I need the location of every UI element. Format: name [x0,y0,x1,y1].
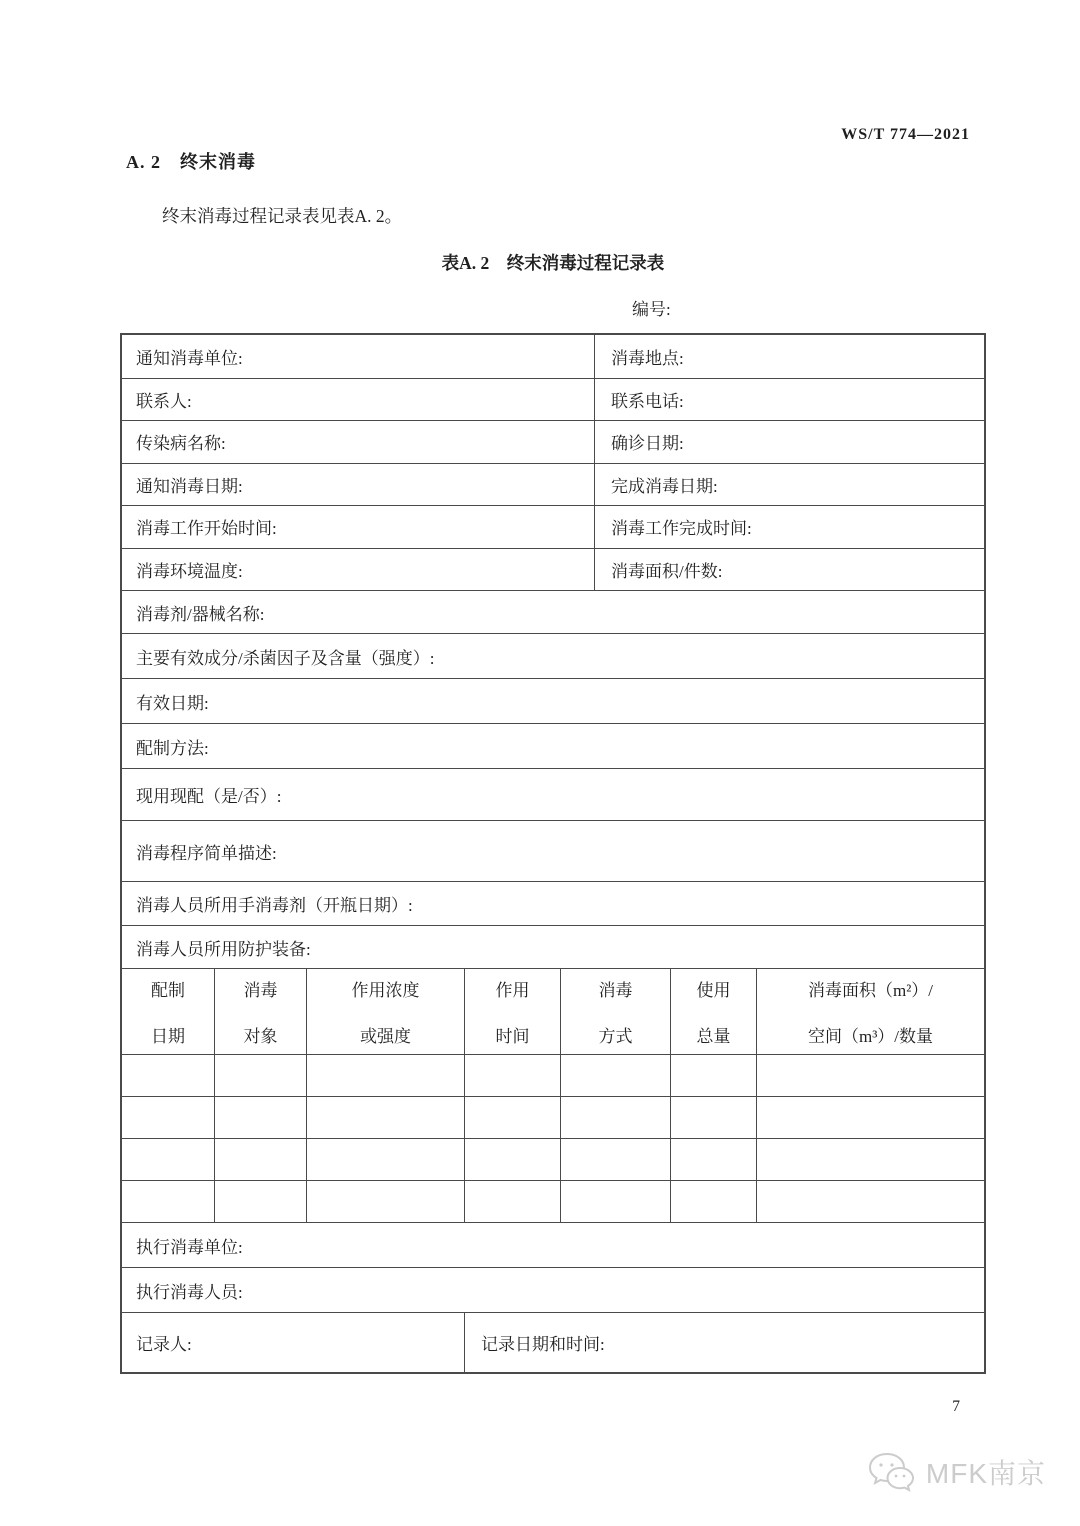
grid-empty-cell [464,1181,560,1222]
grid-empty-cell [560,1181,670,1222]
grid-empty-cell [670,1097,756,1138]
grid-empty-cell [464,1097,560,1138]
field-label-complete-date: 完成消毒日期: [594,464,984,506]
field-label-procedure-description: 消毒程序简单描述: [136,843,277,863]
field-label-recorder: 记录人: [136,1335,192,1354]
grid-header-method: 消毒 方式 [560,969,670,1054]
grid-empty-cell [122,1055,214,1096]
field-label-disinfectant-name: 消毒剂/器械名称: [136,604,265,624]
grid-empty-cell [756,1055,984,1096]
grid-empty-cell [306,1055,464,1096]
grid-empty-cell [122,1181,214,1222]
form-row-procedure-description [122,820,984,881]
form-row-notify-unit [122,335,984,378]
grid-empty-cell [756,1097,984,1138]
field-label-preparation-method: 配制方法: [136,738,209,758]
grid-empty-cell [306,1181,464,1222]
intro-paragraph: 终末消毒过程记录表见表A. 2。 [162,206,403,226]
grid-header-prep-date: 配制 日期 [151,981,185,1046]
field-label-finish-time: 消毒工作完成时间: [594,506,984,548]
form-row-protective-equipment [122,925,984,968]
grid-empty-row [122,1180,984,1222]
field-label-start-time: 消毒工作开始时间: [136,519,277,539]
grid-empty-cell [670,1055,756,1096]
record-form-table [120,333,986,1374]
grid-empty-cell [306,1139,464,1180]
table-caption: 表A. 2 终末消毒过程记录表 [441,253,665,273]
field-label-notify-unit: 通知消毒单位: [136,348,243,368]
form-row-executing-unit [122,1222,984,1267]
field-label-hand-disinfectant: 消毒人员所用手消毒剂（开瓶日期）: [136,896,413,915]
grid-empty-cell [122,1097,214,1138]
grid-empty-cell [214,1139,306,1180]
grid-empty-cell [464,1055,560,1096]
grid-empty-cell [756,1181,984,1222]
field-label-contact-person: 联系人: [136,391,192,411]
grid-empty-cell [464,1139,560,1180]
grid-empty-cell [756,1139,984,1180]
field-label-executing-personnel: 执行消毒人员: [136,1282,243,1302]
form-row-environment [122,548,984,591]
form-row-contact [122,378,984,421]
grid-empty-row [122,1138,984,1180]
field-label-active-ingredient: 主要有效成分/杀菌因子及含量（强度）: [136,648,435,668]
grid-header-area-volume: 消毒面积（m²）/ 空间（m³）/数量 [756,969,984,1054]
field-label-env-temperature: 消毒环境温度: [136,561,243,581]
form-row-fresh-preparation [122,768,984,820]
form-row-active-ingredient [122,633,984,678]
form-row-recorder [122,1312,984,1372]
grid-empty-cell [560,1139,670,1180]
field-label-area-count: 消毒面积/件数: [594,549,984,591]
field-label-valid-date: 有效日期: [136,693,209,713]
form-row-notify-date [122,463,984,506]
grid-header-row [122,968,984,1054]
grid-header-concentration: 作用浓度 或强度 [306,969,464,1054]
form-row-hand-disinfectant [122,881,984,925]
field-label-disinfect-place: 消毒地点: [594,335,984,378]
watermark-text: MFK南京 [925,1458,1046,1489]
field-label-protective-equipment: 消毒人员所用防护装备: [136,939,311,959]
form-row-executing-personnel [122,1267,984,1312]
grid-empty-row [122,1096,984,1138]
field-label-diagnosis-date: 确诊日期: [594,421,984,463]
grid-empty-cell [560,1055,670,1096]
form-row-preparation-method [122,723,984,768]
grid-empty-cell [122,1139,214,1180]
wechat-icon [866,1450,918,1494]
number-label: 编号: [632,300,671,319]
grid-header-total-amount: 使用 总量 [670,969,756,1054]
watermark [866,1450,1046,1494]
field-label-fresh-preparation: 现用现配（是/否）: [136,787,282,806]
form-row-disinfectant-name [122,590,984,633]
field-label-disease-name: 传染病名称: [136,434,226,454]
field-label-contact-phone: 联系电话: [594,379,984,421]
grid-empty-cell [306,1097,464,1138]
grid-header-target: 消毒 对象 [214,969,306,1054]
grid-header-duration: 作用 时间 [464,969,560,1054]
section-heading: A. 2 终末消毒 [126,152,256,172]
form-row-disease [122,420,984,463]
doc-code: WS/T 774—2021 [841,126,970,143]
grid-empty-cell [214,1055,306,1096]
grid-empty-cell [670,1181,756,1222]
grid-empty-cell [560,1097,670,1138]
form-row-work-time [122,505,984,548]
grid-empty-cell [214,1181,306,1222]
grid-empty-cell [670,1139,756,1180]
field-label-notify-date: 通知消毒日期: [136,476,243,496]
field-label-record-datetime: 记录日期和时间: [464,1313,984,1372]
field-label-executing-unit: 执行消毒单位: [136,1237,243,1257]
page-number: 7 [952,1398,960,1415]
grid-empty-cell [214,1097,306,1138]
form-row-valid-date [122,678,984,723]
grid-empty-row [122,1054,984,1096]
